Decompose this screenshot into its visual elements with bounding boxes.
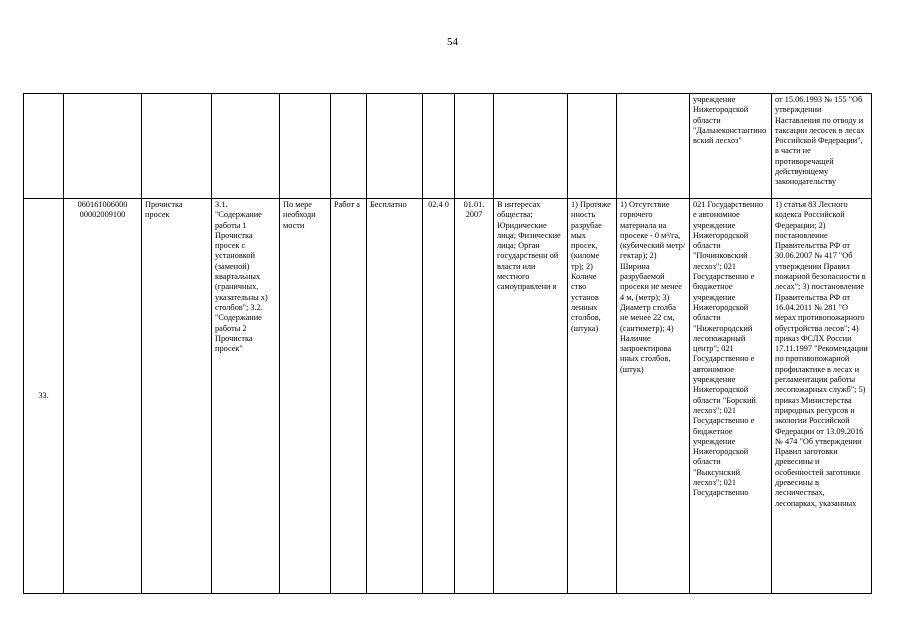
- cell-date: 01.01. 2007: [455, 199, 494, 594]
- cell-name: Прочистка просек: [142, 199, 212, 594]
- cell-consumers: [494, 94, 568, 199]
- cell-okved: [423, 94, 455, 199]
- page-number: 54: [447, 36, 458, 48]
- cell-number: [24, 94, 64, 199]
- table-row: [24, 199, 872, 594]
- cell-quality-indicators: 1) Отсутствие горючего материала на просеке - 0 м³/га, (кубический метр/гектар); 2) Ширина разрубаемой просеки не менее 4 м, (метр); 3) Диаметр столба не менее 22 см, (сантиметр); 4) Наличие запроектирова нных столбов, (штук): [617, 199, 690, 594]
- table-row: [24, 94, 872, 199]
- cell-type: [331, 94, 367, 199]
- cell-type: Работ а: [331, 199, 367, 594]
- services-table: [23, 93, 872, 594]
- cell-payment: Бесплатно: [367, 199, 423, 594]
- cell-organizations: учреждение Нижегородской области "Дальнеконстантиновский лесхоз": [690, 94, 772, 199]
- cell-date: [455, 94, 494, 199]
- cell-name: [142, 94, 212, 199]
- cell-periodicity: По мере необходи мости: [280, 199, 331, 594]
- cell-content: 3.1. "Содержание работы 1 Прочистка просек с установкой (заменой) квартальных (граничных, указательны х) столбов"; 3.2. "Содержание работы 2 Прочистка просек": [212, 199, 280, 594]
- cell-legal-acts: от 15.06.1993 № 155 "Об утверждении Наставления по отводу и таксации лесосек в лесах Российской Федерации", в части не противоречащей действующему законодательству: [772, 94, 872, 199]
- cell-content: [212, 94, 280, 199]
- cell-number: 33.: [24, 199, 64, 594]
- cell-volume-indicators: [568, 94, 617, 199]
- cell-periodicity: [280, 94, 331, 199]
- cell-legal-acts: 1) статья 83 Лесного кодекса Российской Федерации; 2) постановление Правительства РФ от 30.06.2007 № 417 "Об утверждении Правил пожарной безопасности в лесах"; 3) постановление Правительства РФ от 16.04.2011 № 281 "О мерах противопожарного обустройства лесов"; 4) приказ ФСЛХ России 17.11.1997 "Рекомендации по противопожарной профилактике в лесах и регламентации работы лесопожарных служб"; 5) приказ Министерства природных ресурсов и экологии Российской Федерации от 13.09.2016 № 474 "Об утверждении Правил заготовки древесины и особенностей заготовки древесины в лесничествах, лесопарках, указанных: [772, 199, 872, 594]
- cell-quality-indicators: [617, 94, 690, 199]
- cell-okved: 02.4 0: [423, 199, 455, 594]
- cell-code: 060161006000 00002009100: [64, 199, 142, 594]
- cell-code: [64, 94, 142, 199]
- cell-payment: [367, 94, 423, 199]
- cell-consumers: В интересах общества; Юридические лица; Физические лица; Орган государственн ой власти или местного самоуправлени я: [494, 199, 568, 594]
- cell-volume-indicators: 1) Протяже нность разрубае мых просек, (киломе тр); 2) Количе ство установ ленных столбов, (штука): [568, 199, 617, 594]
- cell-organizations: 021 Государственно е автономное учреждение Нижегородской области "Починковский лесхоз"; 021 Государственно е бюджетное учреждение Нижегородской области "Нижегородский лесопожарный центр"; 021 Государственно е автономное учреждение Нижегородской области "Борский лесхоз"; 021 Государственно е бюджетное учреждение Нижегородской области "Выксунский лесхоз"; 021 Государственно: [690, 199, 772, 594]
